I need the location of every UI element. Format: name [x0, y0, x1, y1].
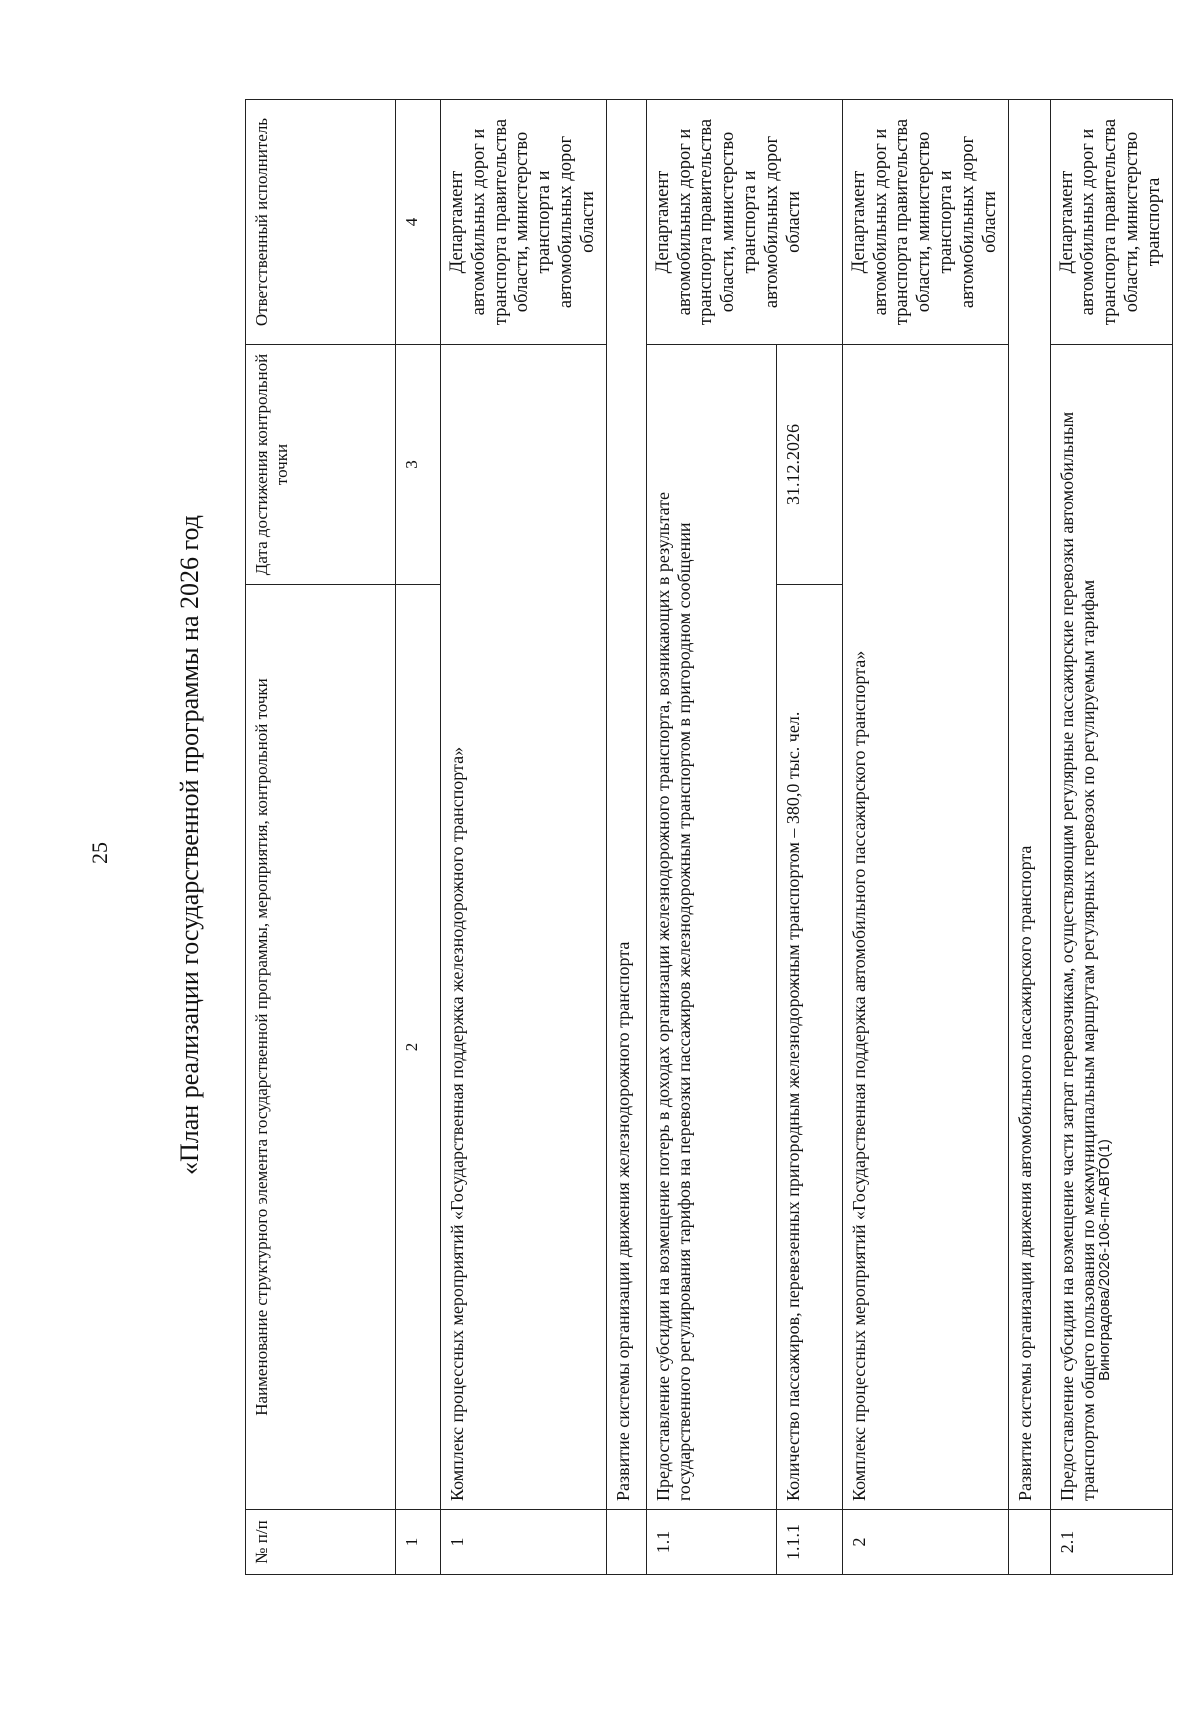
- row-responsible: Департамент автомобильных дорог и транспорта правительства области, министерство транспорта: [1050, 100, 1172, 345]
- column-number: 3: [396, 345, 441, 585]
- table-row: [842, 100, 1008, 1575]
- header-name: Наименование структурного элемента государственной программы, мероприятия, контрольной точки: [246, 585, 396, 1510]
- row-responsible: Департамент автомобильных дорог и транспорта правительства области, министерство транспорта и автомобильных дорог области: [842, 100, 1008, 345]
- row-number: 2.1: [1050, 1510, 1172, 1575]
- row-date: 31.12.2026: [776, 345, 842, 585]
- row-number: 2: [842, 1510, 1008, 1575]
- section-title: Развитие системы организации движения автомобильного пассажирского транспорта: [1008, 100, 1050, 1510]
- header-resp: Ответственный исполнитель: [246, 100, 396, 345]
- table-row: [646, 100, 776, 1575]
- document-title: «План реализации государственной программы на 2026 год: [175, 514, 204, 1176]
- row-name: Количество пассажиров, перевезенных пригородным железнодорожным транспортом – 380,0 тыс. чел.: [776, 585, 842, 1510]
- section-row: [1008, 100, 1050, 1575]
- row-number: [606, 1510, 646, 1575]
- row-name: Предоставление субсидии на возмещение части затрат перевозчикам, осуществляющим регулярные пассажирские перевозки автомобильным транспортом общего пользования по межмуниципальным маршрутам регулярных перевозок по регулируемым тарифам: [1050, 345, 1172, 1510]
- row-name: Комплекс процессных мероприятий «Государственная поддержка автомобильного пассажирского транспорта»: [842, 345, 1008, 1510]
- row-responsible: Департамент автомобильных дорог и транспорта правительства области, министерство транспорта и автомобильных дорог области: [646, 100, 842, 345]
- table-row: [441, 100, 607, 1575]
- plan-table: [245, 99, 1173, 1575]
- column-number: 4: [396, 100, 441, 345]
- column-number: 2: [396, 585, 441, 1510]
- row-number: 1: [441, 1510, 607, 1575]
- page-number: 25: [87, 842, 112, 864]
- column-number: 1: [396, 1510, 441, 1575]
- row-number: 1.1: [646, 1510, 776, 1575]
- row-name: Предоставление субсидии на возмещение потерь в доходах организации железнодорожного транспорта, возникающих в результате государственного регулирования тарифов на перевозки пассажиров железнодорожным транспортом в пригородном сообщении: [646, 345, 776, 1510]
- row-name: Комплекс процессных мероприятий «Государственная поддержка железнодорожного транспорта»: [441, 345, 607, 1510]
- row-responsible: Департамент автомобильных дорог и транспорта правительства области, министерство транспорта и автомобильных дорог области: [441, 100, 607, 345]
- header-date: Дата достижения контрольной точки: [246, 345, 396, 585]
- section-row: [606, 100, 646, 1575]
- section-title: Развитие системы организации движения железнодорожного транспорта: [606, 100, 646, 1510]
- document-code: Виноградова/2026-106-пп-АВТО(1): [1096, 1139, 1113, 1381]
- header-num: № п/п: [246, 1510, 396, 1575]
- column-number-row: [396, 100, 441, 1575]
- header-row: [246, 100, 396, 1575]
- row-number: 1.1.1: [776, 1510, 842, 1575]
- row-number: [1008, 1510, 1050, 1575]
